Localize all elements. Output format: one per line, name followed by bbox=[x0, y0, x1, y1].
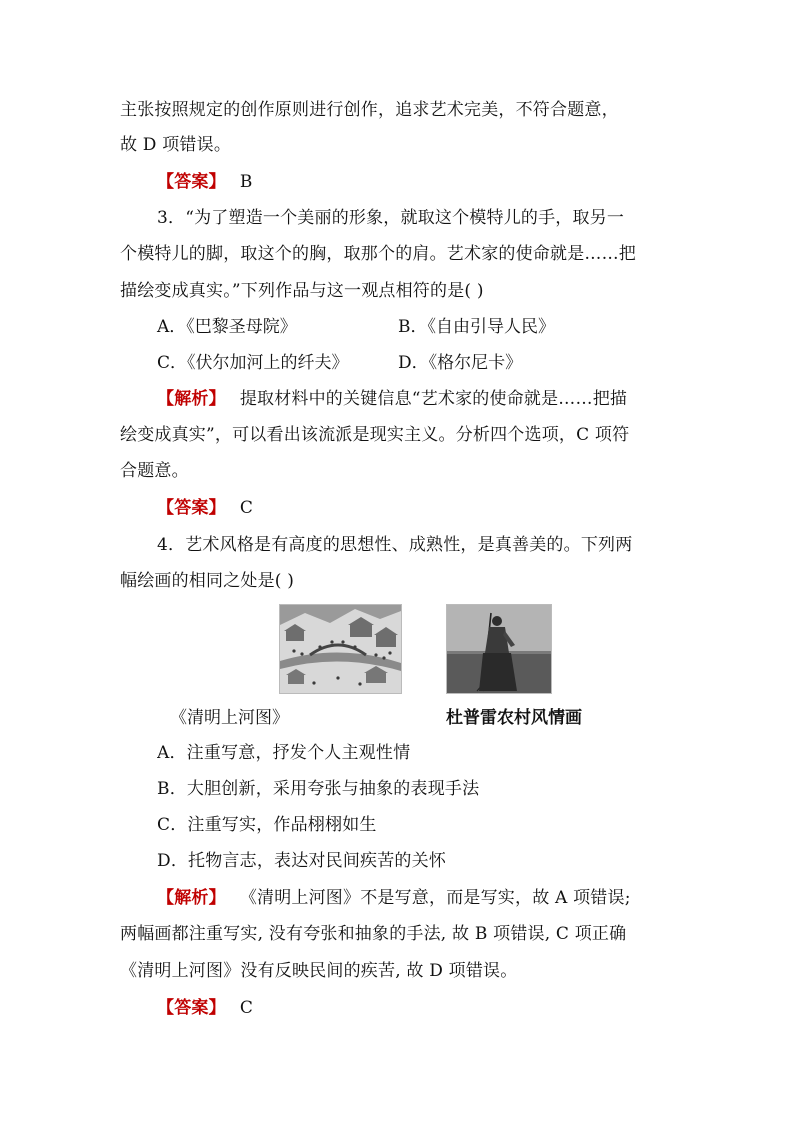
intro-line-1: 主张按照规定的创作原则进行创作，追求艺术完美，不符合题意， bbox=[120, 100, 619, 120]
q3-answer bbox=[157, 490, 677, 526]
q3-option-a: A．《巴黎圣母院》 bbox=[157, 317, 297, 337]
q4-answer bbox=[157, 990, 677, 1026]
q4-option-b: B．大胆创新，采用夸张与抽象的表现手法 bbox=[157, 779, 480, 799]
q3-stem-line-3: 描绘变成真实。”下列作品与这一观点相符的是( ) bbox=[120, 281, 484, 301]
q4-analysis-line-1: 【解析】 《清明上河图》不是写意，而是写实，故 A 项错误; bbox=[157, 888, 631, 908]
caption-dupre: 杜普雷农村风情画 bbox=[446, 708, 582, 728]
q3-option-c: C．《伏尔加河上的纤夫》 bbox=[157, 353, 349, 373]
q4-stem-line-2: 幅绘画的相同之处是( ) bbox=[120, 571, 295, 591]
previous-answer bbox=[157, 164, 677, 200]
q4-option-c: C．注重写实，作品栩栩如生 bbox=[157, 815, 377, 835]
q3-analysis-line-1: 【解析】 提取材料中的关键信息“艺术家的使命就是……把描 bbox=[157, 389, 628, 409]
q3-analysis-line-2: 绘变成真实”，可以看出该流派是现实主义。分析四个选项，C 项符 bbox=[120, 425, 630, 445]
q3-option-d: D．《格尔尼卡》 bbox=[398, 353, 523, 373]
dupre-painting-icon bbox=[447, 605, 551, 693]
answer-tag: 【答案】 bbox=[157, 172, 226, 192]
analysis-tag: 【解析】 bbox=[157, 389, 226, 409]
intro-line-2: 故 D 项错误。 bbox=[120, 135, 232, 155]
q3-stem-line-1: 3．“为了塑造一个美丽的形象，就取这个模特儿的手，取另一 bbox=[157, 208, 625, 228]
dupre-painting-image bbox=[446, 604, 552, 694]
qingming-painting-icon bbox=[280, 605, 401, 693]
q4-stem-line-1: 4．艺术风格是有高度的思想性、成熟性，是真善美的。下列两 bbox=[157, 535, 633, 555]
answer-tag: 【答案】 bbox=[157, 998, 226, 1018]
q3-option-b: B．《自由引导人民》 bbox=[398, 317, 555, 337]
qingming-painting-image bbox=[279, 604, 402, 694]
answer-value: C bbox=[239, 498, 254, 518]
q4-analysis-line-2: 两幅画都注重写实, 没有夸张和抽象的手法, 故 B 项错误, C 项正确 bbox=[120, 924, 627, 944]
answer-value: B bbox=[239, 172, 253, 192]
answer-value: C bbox=[239, 998, 254, 1018]
q3-stem-line-2: 个模特儿的脚，取这个的胸，取那个的肩。艺术家的使命就是……把 bbox=[120, 244, 636, 264]
answer-tag: 【答案】 bbox=[157, 498, 226, 518]
q3-analysis-line-3: 合题意。 bbox=[120, 461, 189, 481]
analysis-tag: 【解析】 bbox=[157, 888, 226, 908]
q4-option-a: A．注重写意，抒发个人主观性情 bbox=[157, 743, 411, 763]
q4-option-d: D．托物言志，表达对民间疾苦的关怀 bbox=[157, 851, 447, 871]
q4-analysis-line-3: 《清明上河图》没有反映民间的疾苦, 故 D 项错误。 bbox=[120, 961, 518, 981]
caption-qingming: 《清明上河图》 bbox=[170, 708, 289, 728]
